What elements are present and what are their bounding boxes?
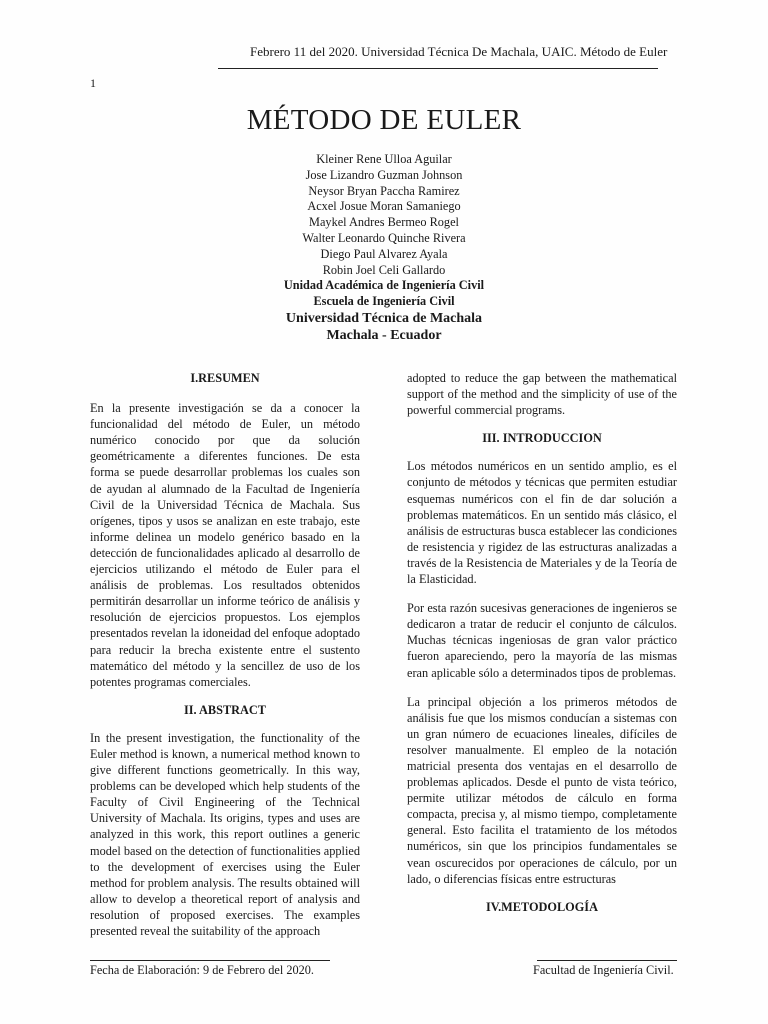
resumen-heading: I.RESUMEN: [190, 371, 260, 385]
author-name: Neysor Bryan Paccha Ramirez: [308, 183, 460, 198]
affiliation-school: Escuela de Ingeniería Civil: [313, 294, 455, 309]
right-column: [407, 370, 677, 915]
affiliation-location: Machala - Ecuador: [326, 327, 442, 343]
abstract-continuation: adopted to reduce the gap between the mathematical support of the method and the simplicity of use of the powerful commercial programs.: [407, 371, 677, 418]
affiliation-unit: Unidad Académica de Ingeniería Civil: [283, 278, 485, 293]
page-number: 1: [90, 76, 96, 90]
footer-rule-right: [537, 960, 677, 961]
introduccion-paragraph-3: La principal objeción a los primeros métodos de análisis fue que los mismos conducían a sistemas con un gran número de ecuaciones lineales, difíciles de resolver manualmente. El empleo de la notación matricial presenta dos ventajas en el desarrollo de problemas aplicados. Desde el punto de vista teórico, permite utilizar métodos de cálculo en forma compacta, precisa y, al mismo tiempo, completamente general. Esto facilita el tratamiento de los métodos numéricos, sin que los principios fundamentales se vean oscurecidos por operaciones de cálculo, por un lado, o diferencias físicas entre estructuras: [407, 694, 677, 886]
author-block: [0, 152, 768, 344]
author-name: Jose Lizandro Guzman Johnson: [305, 167, 463, 182]
left-column: [90, 370, 360, 939]
introduccion-heading: III. INTRODUCCION: [482, 431, 602, 446]
footer-rule-left: [90, 960, 330, 961]
introduccion-paragraph-2: Por esta razón sucesivas generaciones de ingenieros se dedicaron a tratar de reducir el conjunto de cálculos. Muchas técnicas ingeniosas de gran valor práctico fueron apareciendo, pero la mayoría de las mismas eran aplicable sólo a determinados tipos de problemas.: [407, 601, 677, 680]
author-name: Maykel Andres Bermeo Rogel: [309, 215, 459, 230]
metodologia-heading: IV.METODOLOGÍA: [486, 899, 598, 914]
introduccion-paragraph-1: Los métodos numéricos en un sentido amplio, es el conjunto de métodos y técnicas que permiten estudiar esquemas numéricos con el fin de dar solución a problemas matemáticos. En un sentido más clásico, el análisis de estructuras busca establecer las condiciones de resistencia y rigidez de las estructuras analizadas a través de la Resistencia de Materiales y de la Teoría de la Elasticidad.: [407, 459, 677, 587]
affiliation-university: Universidad Técnica de Machala: [285, 310, 483, 326]
running-head: Febrero 11 del 2020. Universidad Técnica De Machala, UAIC. Método de Euler: [250, 44, 668, 59]
author-name: Kleiner Rene Ulloa Aguilar: [316, 152, 452, 166]
footer-date: Fecha de Elaboración: 9 de Febrero del 2020.: [90, 963, 314, 977]
author-name: Robin Joel Celi Gallardo: [322, 262, 446, 277]
header-rule: [218, 68, 658, 69]
abstract-text: In the present investigation, the functionality of the Euler method is known, a numerical method known to give different functions geometrically. In this way, problems can be developed which help students of the Faculty of Civil Engineering of the Technical University of Machala. Its origins, types and uses are analyzed in this work, this report outlines a generic model based on the detection of functionalities applied to the development of exercises using the Euler method for problem analysis. The results obtained will allow to develop a theoretical report of analysis and resolution of proposed exercises. The examples presented reveal the suitability of the approach: [90, 730, 360, 938]
abstract-heading: II. ABSTRACT: [183, 702, 266, 717]
paper-title: MÉTODO DE EULER: [246, 104, 522, 136]
resumen-text: En la presente investigación se da a conocer la funcionalidad del método de Euler, un método numérico conocido por que da solución geométricamente a diferentes funciones. De esta forma se puede desarrollar problemas los cuales son de ayudan al alumnado de la Facultad de Ingeniería Civil de la Universidad Técnica de Machala. Sus orígenes, tipos y usos se analizan en este trabajo, este informe delinea un modelo genérico basado en la detección de funcionalidades aplicado al desarrollo de ejercicios utilizando el método de Euler para el análisis de problemas. Los resultados obtenidos permitirán desarrollar un informe teórico de análisis y resolución de ejercicios propuestos. Los ejemplos presentados revelan la idoneidad del enfoque adoptado para reducir la brecha existente entre el sustento matemático del método y la sencillez de uso de los potentes programas comerciales.: [90, 401, 360, 689]
footer-faculty: Facultad de Ingeniería Civil.: [533, 963, 674, 977]
author-name: Diego Paul Alvarez Ayala: [320, 246, 448, 261]
author-name: Walter Leonardo Quinche Rivera: [302, 230, 466, 245]
author-name: Acxel Josue Moran Samaniego: [307, 199, 461, 214]
